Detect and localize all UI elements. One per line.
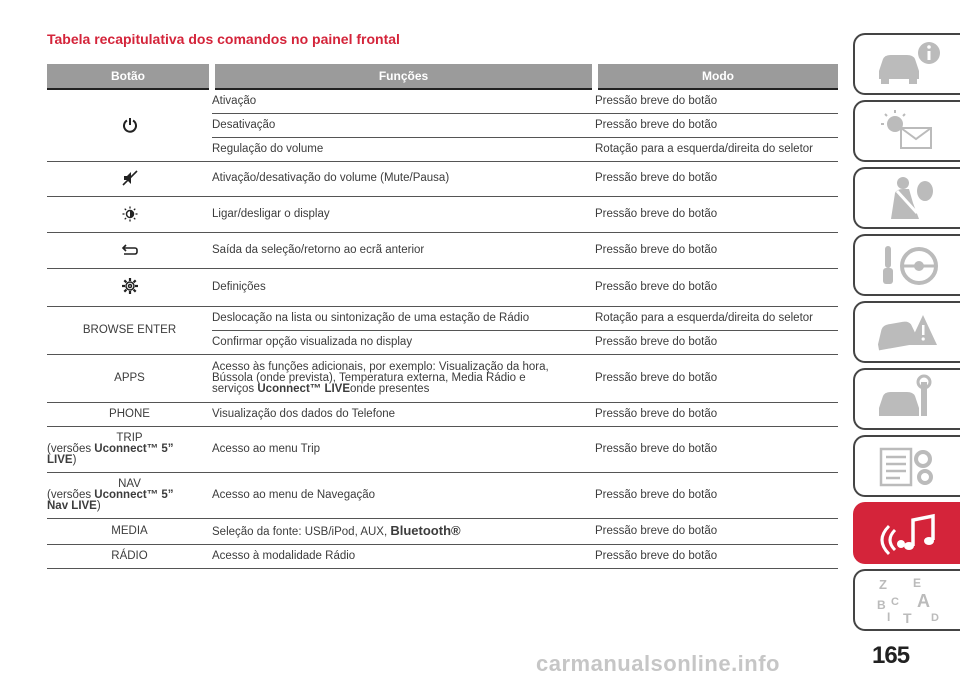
car-info-icon [873,39,943,89]
car-maintenance-icon [873,374,943,424]
power-button-cell [47,89,212,161]
watermark: carmanualsonline.info [536,651,780,676]
table-row [47,426,838,472]
function-cell: Acesso ao menu de Navegação [212,472,595,518]
function-cell: Ativação/desativação do volume (Mute/Pausa) [212,161,595,196]
mode-cell: Pressão breve do botão [595,518,838,544]
page-title: Tabela recapitulativa dos comandos no painel frontal [47,31,400,47]
function-cell: Saída da seleção/retorno ao ecrã anterior [212,232,595,268]
browse-enter-cell: BROWSE ENTER [47,306,212,354]
media-function-pre: Seleção da fonte: USB/iPod, AUX, [212,525,391,538]
airbag-seatbelt-icon [873,173,943,223]
settings-button-cell [47,268,212,306]
tab-warning-lights[interactable] [853,100,960,162]
bluetooth-label: Bluetooth® [390,522,461,538]
mute-icon [120,168,140,188]
mode-cell: Pressão breve do botão [595,330,838,354]
svg-text:D: D [930,612,939,624]
mode-cell: Pressão breve do botão [595,196,838,232]
function-cell: Acesso à modalidade Rádio [212,544,595,568]
trip-cell [47,426,212,472]
tab-steering-key[interactable] [853,234,960,296]
svg-text:A: A [916,591,930,611]
steering-key-icon [873,240,943,290]
mode-cell: Pressão breve do botão [595,113,838,137]
tab-emergency[interactable] [853,301,960,363]
display-brightness-icon [120,204,140,224]
table-row [47,232,838,268]
commands-table [47,64,838,569]
function-cell: Acesso ao menu Trip [212,426,595,472]
function-cell: Visualização dos dados do Telefone [212,402,595,426]
mode-cell: Pressão breve do botão [595,544,838,568]
apps-function-line2: Bússola (onde prevista), Temperatura externa, Media Rádio e [212,371,526,384]
mute-button-cell [47,161,212,196]
nav-variant-bold2: Nav LIVE [47,499,97,512]
function-cell: Deslocação na lista ou sintonização de uma estação de Rádio [212,306,595,330]
tab-specs[interactable] [853,435,960,497]
svg-text:I: I [886,610,890,624]
header-functions: Funções [212,64,595,89]
trip-variant-pre: (versões [47,442,95,455]
tab-multimedia[interactable] [853,502,960,564]
power-icon [120,115,140,135]
trip-variant-bold2: LIVE [47,453,73,466]
table-row [47,306,838,330]
table-row [47,472,838,518]
table-row [47,161,838,196]
multimedia-icon [873,508,943,558]
function-cell: Definições [212,268,595,306]
header-mode: Modo [595,64,838,89]
table-row [47,544,838,568]
tab-maintenance[interactable] [853,368,960,430]
table-row [47,89,838,113]
apps-function-line3-pre: serviços [212,382,258,395]
function-cell: Ativação [212,89,595,113]
alphabet-index-icon [873,575,943,625]
trip-variant-line2 [47,455,212,466]
function-cell: Ligar/desligar o display [212,196,595,232]
apps-function-line1: Acesso às funções adicionais, por exemplo: Visualização da hora, [212,360,549,373]
svg-text:B: B [876,598,886,612]
display-button-cell [47,196,212,232]
back-button-cell [47,232,212,268]
page-number: 165 [872,642,910,669]
table-row [47,518,838,544]
table-row [47,402,838,426]
specs-gear-icon [873,441,943,491]
svg-text:E: E [912,576,921,590]
function-cell: Regulação do volume [212,137,595,161]
nav-variant-post: ) [96,499,101,512]
mode-cell: Pressão breve do botão [595,268,838,306]
trip-variant-post: ) [72,453,77,466]
nav-variant-line2 [47,501,212,512]
radio-cell: RÁDIO [47,544,212,568]
settings-gear-icon [120,276,140,296]
function-cell [212,354,595,402]
mode-cell: Pressão breve do botão [595,161,838,196]
mode-cell: Pressão breve do botão [595,402,838,426]
mode-cell: Rotação para a esquerda/direita do seletor [595,306,838,330]
tab-car-info[interactable] [853,33,960,95]
table-row [47,268,838,306]
mode-cell: Pressão breve do botão [595,89,838,113]
uconnect-live-label: Uconnect™ LIVE [257,382,351,395]
table-row [47,196,838,232]
tab-alphabet-index[interactable] [853,569,960,631]
phone-cell: PHONE [47,402,212,426]
tab-airbag-seatbelt[interactable] [853,167,960,229]
mode-cell: Pressão breve do botão [595,232,838,268]
mode-cell: Pressão breve do botão [595,426,838,472]
apps-cell: APPS [47,354,212,402]
back-arrow-icon [120,240,140,260]
mode-cell: Pressão breve do botão [595,472,838,518]
mode-cell: Rotação para a esquerda/direita do seletor [595,137,838,161]
nav-variant-pre: (versões [47,488,95,501]
svg-text:T: T [902,610,912,625]
apps-function-line3-post: onde presentes [350,382,430,395]
svg-text:C: C [890,596,899,608]
media-cell: MEDIA [47,518,212,544]
svg-text:Z: Z [878,577,887,592]
emergency-car-icon [873,307,943,357]
table-header-row [47,64,838,89]
apps-function-line3 [212,384,595,395]
nav-cell [47,472,212,518]
trip-label: TRIP [116,431,143,444]
table-row [47,354,838,402]
function-cell [212,518,595,544]
nav-label: NAV [118,477,141,490]
nav-variant-bold: Uconnect™ 5” [94,488,174,501]
function-cell: Confirmar opção visualizada no display [212,330,595,354]
trip-variant-bold: Uconnect™ 5” [94,442,174,455]
header-button: Botão [47,64,212,89]
function-cell: Desativação [212,113,595,137]
mode-cell: Pressão breve do botão [595,354,838,402]
warning-lights-icon [873,106,943,156]
